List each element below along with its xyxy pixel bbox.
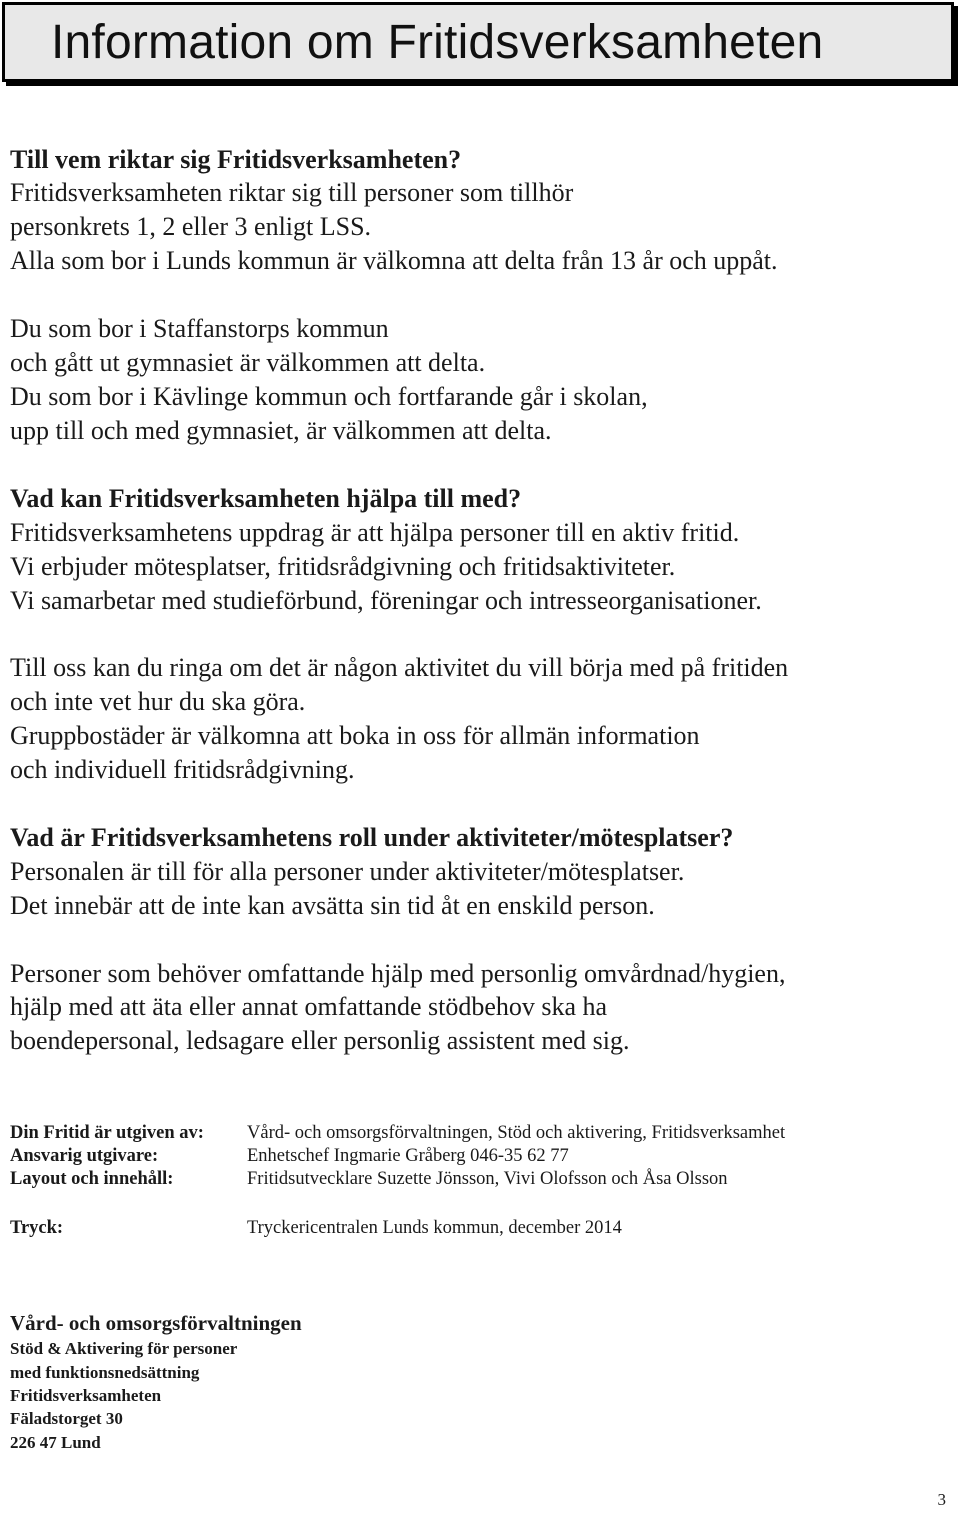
body-text-line: hjälp med att äta eller annat omfattande stödbehov ska ha <box>10 992 608 1021</box>
address-line: Stöd & Aktivering för personer <box>10 1339 238 1358</box>
address-street: Fäladstorget 30 <box>10 1409 123 1428</box>
colophon-value-layout: Fritidsutvecklare Suzette Jönsson, Vivi Olofsson och Åsa Olsson <box>247 1169 728 1189</box>
body-text-line: personkrets 1, 2 eller 3 enligt LSS. <box>10 212 372 241</box>
title-box <box>2 2 954 82</box>
body-text-line: och inte vet hur du ska göra. <box>10 687 306 716</box>
body-text-line: Du som bor i Staffanstorps kommun <box>10 314 389 343</box>
body-text-line: Vi samarbetar med studieförbund, föreningar och intresseorganisationer. <box>10 586 762 615</box>
body-text-line: Personer som behöver omfattande hjälp med personlig omvårdnad/hygien, <box>10 959 786 988</box>
colophon-label-layout: Layout och innehåll: <box>10 1169 174 1189</box>
body-text-line: Vi erbjuder mötesplatser, fritidsrådgivning och fritidsaktiviteter. <box>10 552 676 581</box>
body-text-line: Personalen är till för alla personer under aktiviteter/mötesplatser. <box>10 857 685 886</box>
colophon-label-print: Tryck: <box>10 1218 64 1238</box>
body-text-line: Du som bor i Kävlinge kommun och fortfarande går i skolan, <box>10 382 648 411</box>
body-text-line: och gått ut gymnasiet är välkommen att delta. <box>10 348 486 377</box>
colophon-label-publisher: Din Fritid är utgiven av: <box>10 1123 204 1143</box>
address-postal: 226 47 Lund <box>10 1433 101 1452</box>
body-text-line: och individuell fritidsrådgivning. <box>10 755 355 784</box>
section-heading-target-group: Till vem riktar sig Fritidsverksamheten? <box>10 145 462 174</box>
page-title: Information om Fritidsverksamheten <box>51 16 824 69</box>
body-text-line: boendepersonal, ledsagare eller personlig assistent med sig. <box>10 1026 630 1055</box>
body-text-line: Till oss kan du ringa om det är någon aktivitet du vill börja med på fritiden <box>10 653 789 682</box>
section-heading-staff-role: Vad är Fritidsverksamhetens roll under aktiviteter/mötesplatser? <box>10 823 734 852</box>
page-number: 3 <box>937 1490 946 1509</box>
address-line: med funktionsnedsättning <box>10 1363 200 1382</box>
body-text-line: Alla som bor i Lunds kommun är välkomna att delta från 13 år och uppåt. <box>10 246 778 275</box>
colophon-value-responsible: Enhetschef Ingmarie Gråberg 046-35 62 77 <box>247 1146 569 1166</box>
body-text-line: Gruppbostäder är välkomna att boka in oss för allmän information <box>10 721 700 750</box>
address-org-name: Vård- och omsorgsförvaltningen <box>10 1311 302 1335</box>
section-heading-help: Vad kan Fritidsverksamheten hjälpa till med? <box>10 484 522 513</box>
colophon-label-responsible: Ansvarig utgivare: <box>10 1146 159 1166</box>
address-line: Fritidsverksamheten <box>10 1386 162 1405</box>
body-text-line: Fritidsverksamhetens uppdrag är att hjälpa personer till en aktiv fritid. <box>10 518 740 547</box>
body-text-line: Fritidsverksamheten riktar sig till personer som tillhör <box>10 178 574 207</box>
colophon-value-publisher: Vård- och omsorgsförvaltningen, Stöd och aktivering, Fritidsverksamhet <box>247 1123 786 1143</box>
body-text-line: Det innebär att de inte kan avsätta sin tid åt en enskild person. <box>10 891 655 920</box>
colophon-value-print: Tryckericentralen Lunds kommun, december 2014 <box>247 1218 622 1238</box>
body-text-line: upp till och med gymnasiet, är välkommen att delta. <box>10 416 552 445</box>
